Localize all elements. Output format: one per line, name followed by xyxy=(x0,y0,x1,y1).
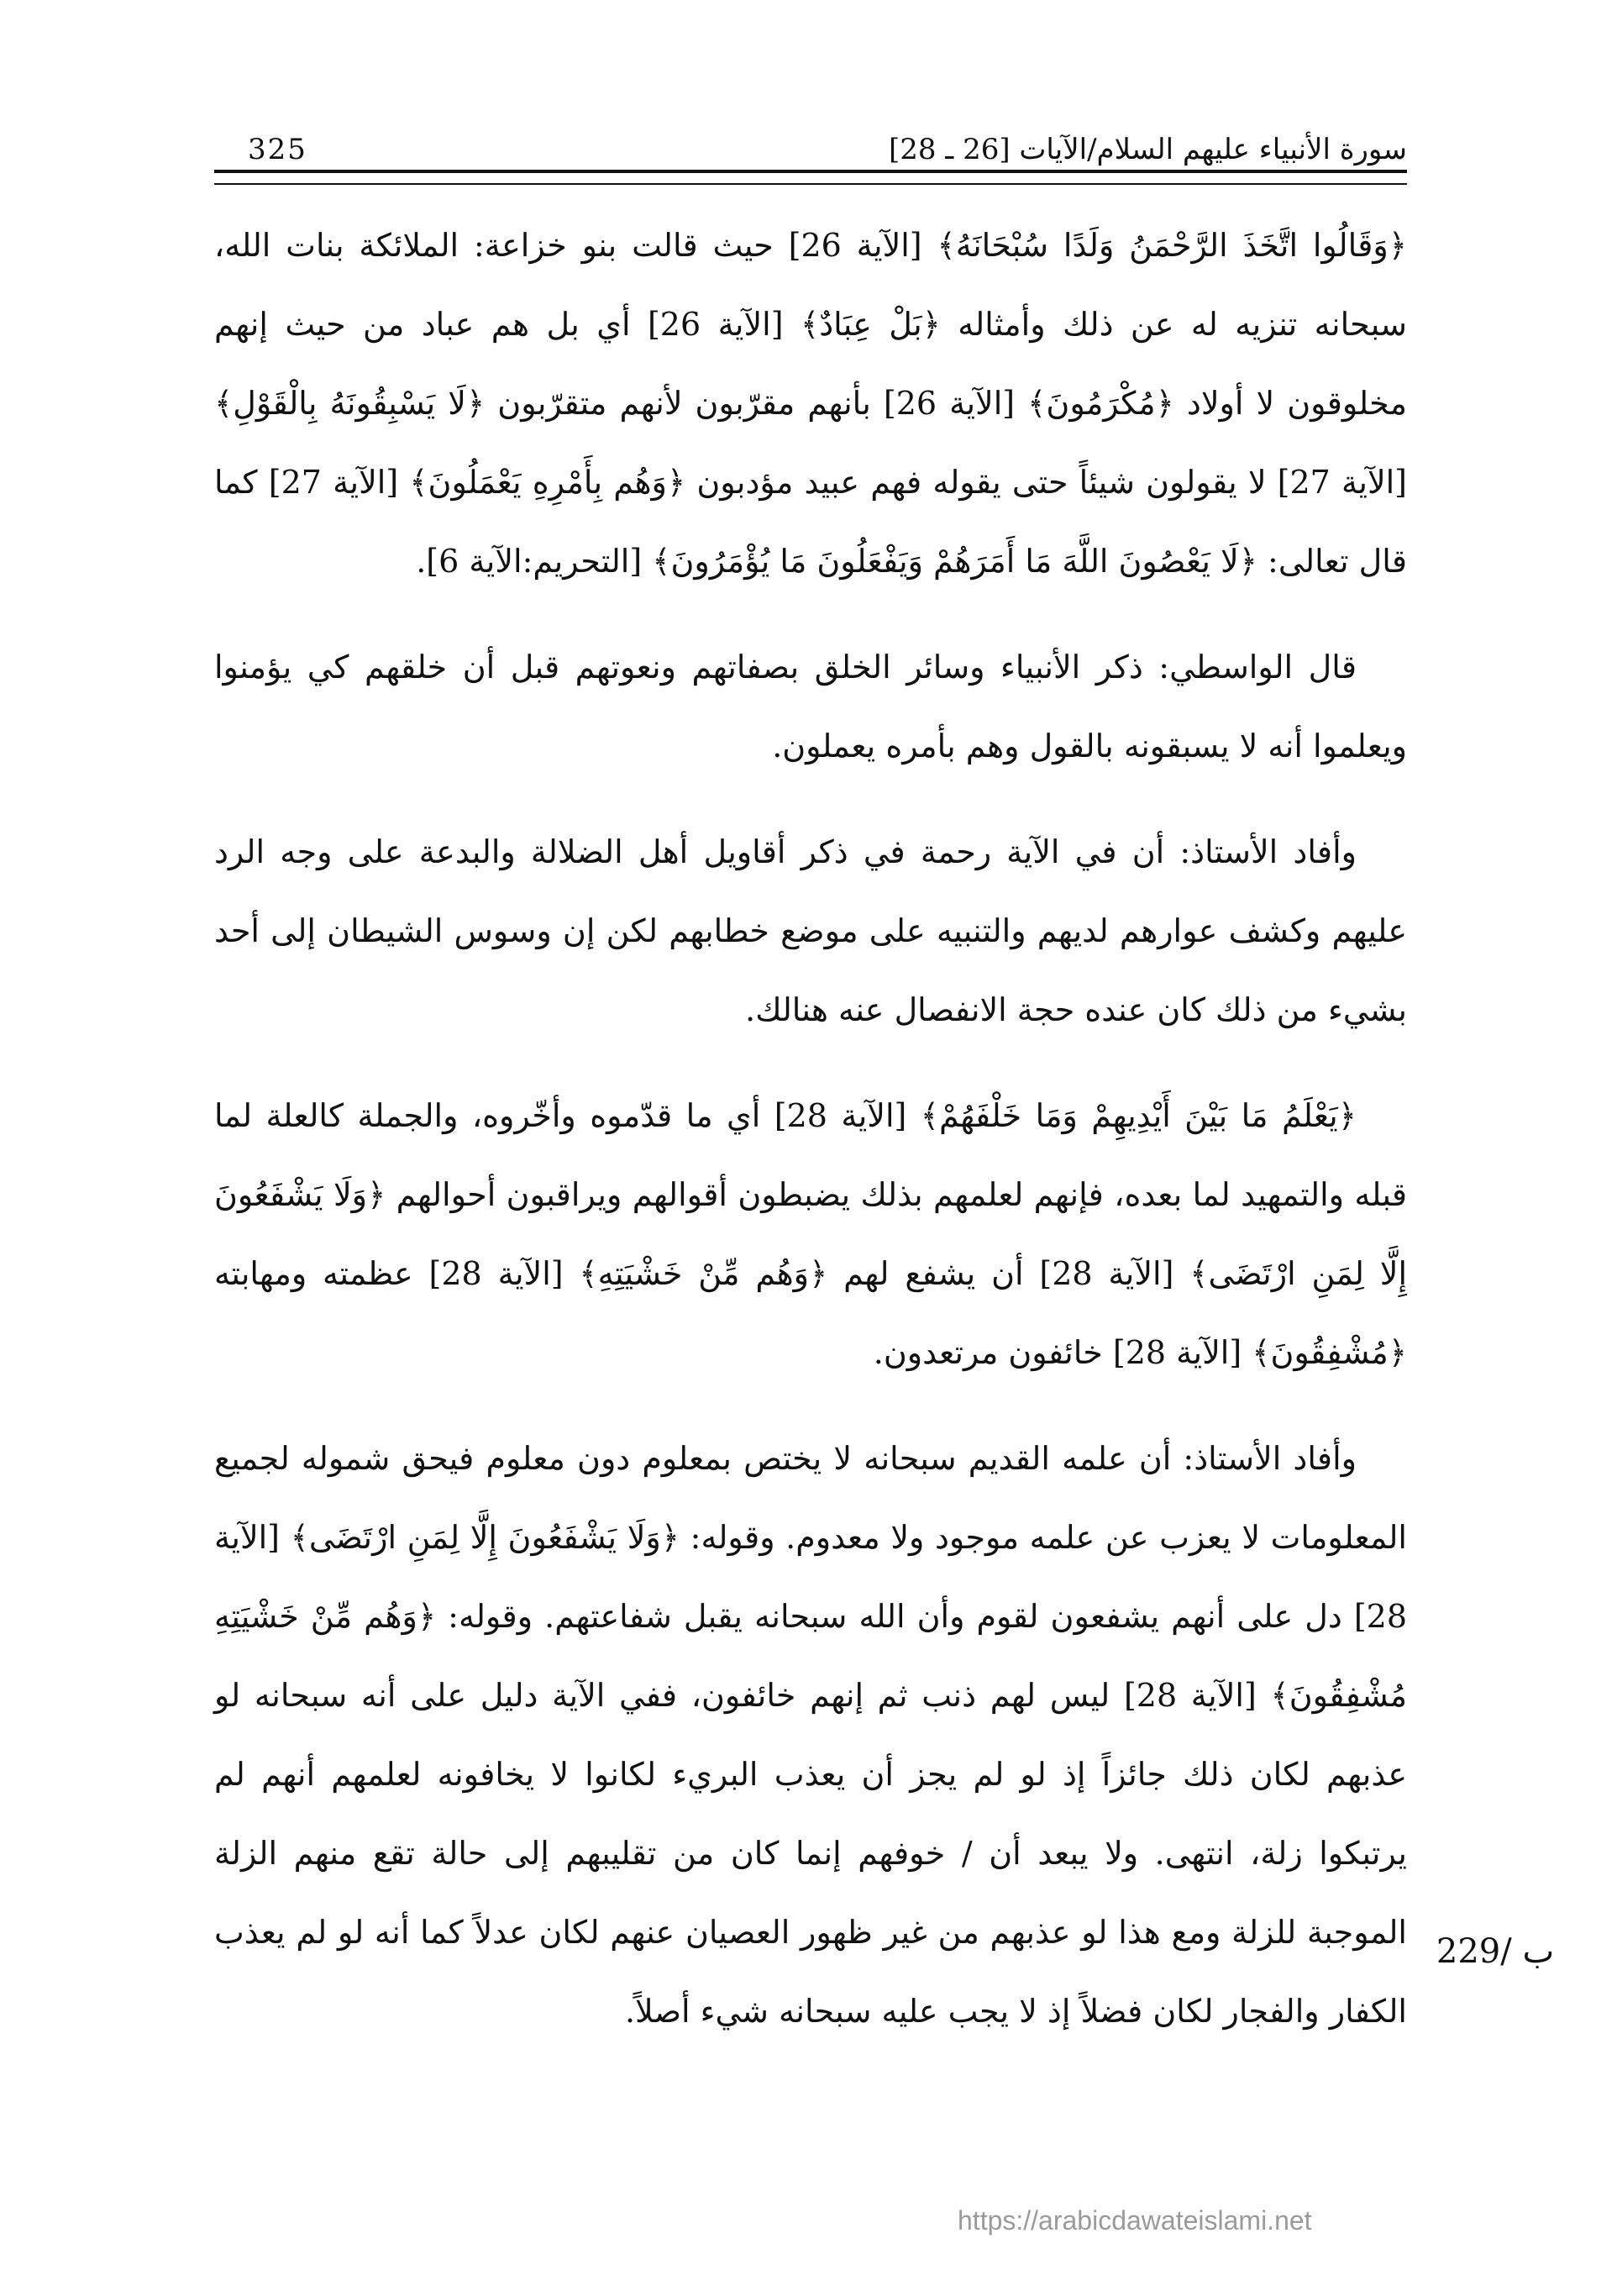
paragraph-1: ﴿وَقَالُوا اتَّخَذَ الرَّحْمَنُ وَلَدًا سُبْحَانَهُ﴾ [الآية 26] حيث قالت بنو خزاعة: الملائكة بنات الله، سبحانه تنزيه له عن ذلك وأمثاله ﴿بَلْ عِبَادٌ﴾ [الآية 26] أي بل هم عباد من حيث إنهم مخلوقون لا أولاد ﴿مُكْرَمُونَ﴾ [الآية 26] بأنهم مقرّبون لأنهم متقرّبون ﴿لَا يَسْبِقُونَهُ بِالْقَوْلِ﴾ [الآية 27] لا يقولون شيئاً حتى يقوله فهم عبيد مؤدبون ﴿وَهُم بِأَمْرِهِ يَعْمَلُونَ﴾ [الآية 27] كما قال تعالى: ﴿لَا يَعْصُونَ اللَّهَ مَا أَمَرَهُمْ وَيَفْعَلُونَ مَا يُؤْمَرُونَ﴾ [التحريم:الآية 6]. xyxy=(214,227,1408,580)
page-number: 325 xyxy=(248,133,307,166)
header-rule xyxy=(214,170,1407,185)
paragraph-2: قال الواسطي: ذكر الأنبياء وسائر الخلق بصفاتهم ونعوتهم قبل أن خلقهم كي يؤمنوا ويعلموا أنه لا يسبقونه بالقول وهم بأمره يعملون. xyxy=(214,649,1407,764)
paragraph-4: ﴿يَعْلَمُ مَا بَيْنَ أَيْدِيهِمْ وَمَا خَلْفَهُمْ﴾ [الآية 28] أي ما قدّموه وأخّروه، والجملة كالعلة لما قبله والتمهيد لما بعده، فإنهم لعلمهم بذلك يضبطون أقوالهم ويراقبون أحوالهم ﴿وَلَا يَشْفَعُونَ إِلَّا لِمَنِ ارْتَضَى﴾ [الآية 28] أن يشفع لهم ﴿وَهُم مِّنْ خَشْيَتِهِ﴾ [الآية 28] عظمته ومهابته ﴿مُشْفِقُونَ﴾ [الآية 28] خائفون مرتعدون. xyxy=(214,1097,1408,1371)
paragraph-5: وأفاد الأستاذ: أن علمه القديم سبحانه لا يختص بمعلوم دون معلوم فيحق شموله لجميع المعلومات لا يعزب عن علمه موجود ولا معدوم. وقوله: ﴿وَلَا يَشْفَعُونَ إِلَّا لِمَنِ ارْتَضَى﴾ [الآية 28] دل على أنهم يشفعون لقوم وأن الله سبحانه يقبل شفاعتهم. وقوله: ﴿وَهُم مِّنْ خَشْيَتِهِ مُشْفِقُونَ﴾ [الآية 28] ليس لهم ذنب ثم إنهم خائفون، ففي الآية دليل على أنه سبحانه لو عذبهم لكان ذلك جائزاً إذ لو لم يجز أن يعذب البريء لكانوا لا يخافونه لعلمهم أنهم لم يرتبكوا زلة، انتهى. ولا يبعد أن / خوفهم إنما كان من تقليبهم إلى حالة تقع منهم الزلة الموجبة للزلة ومع هذا لو عذبهم من غير ظهور العصيان عنهم لكان عدلاً كما أنه لو لم يعذب الكفار والفجار لكان فضلاً إذ لا يجب عليه سبحانه شيء أصلاً. xyxy=(214,1440,1408,2030)
paragraph-3: وأفاد الأستاذ: أن في الآية رحمة في ذكر أقاويل أهل الضلالة والبدعة على وجه الرد عليهم وكشف عوارهم لديهم والتنبيه على موضع خطابهم لكن إن وسوس الشيطان إلى أحد بشيء من ذلك كان عنده حجة الانفصال عنه هنالك. xyxy=(214,833,1407,1028)
page-header xyxy=(214,116,1407,166)
margin-folio-note: 229/ ب xyxy=(1436,1932,1555,1971)
page-body xyxy=(214,206,1407,2078)
running-title: سورة الأنبياء عليهم السلام/الآيات [26 ـ 28] xyxy=(888,133,1407,166)
watermark-url: https://arabicdawateislami.net xyxy=(958,2205,1312,2236)
